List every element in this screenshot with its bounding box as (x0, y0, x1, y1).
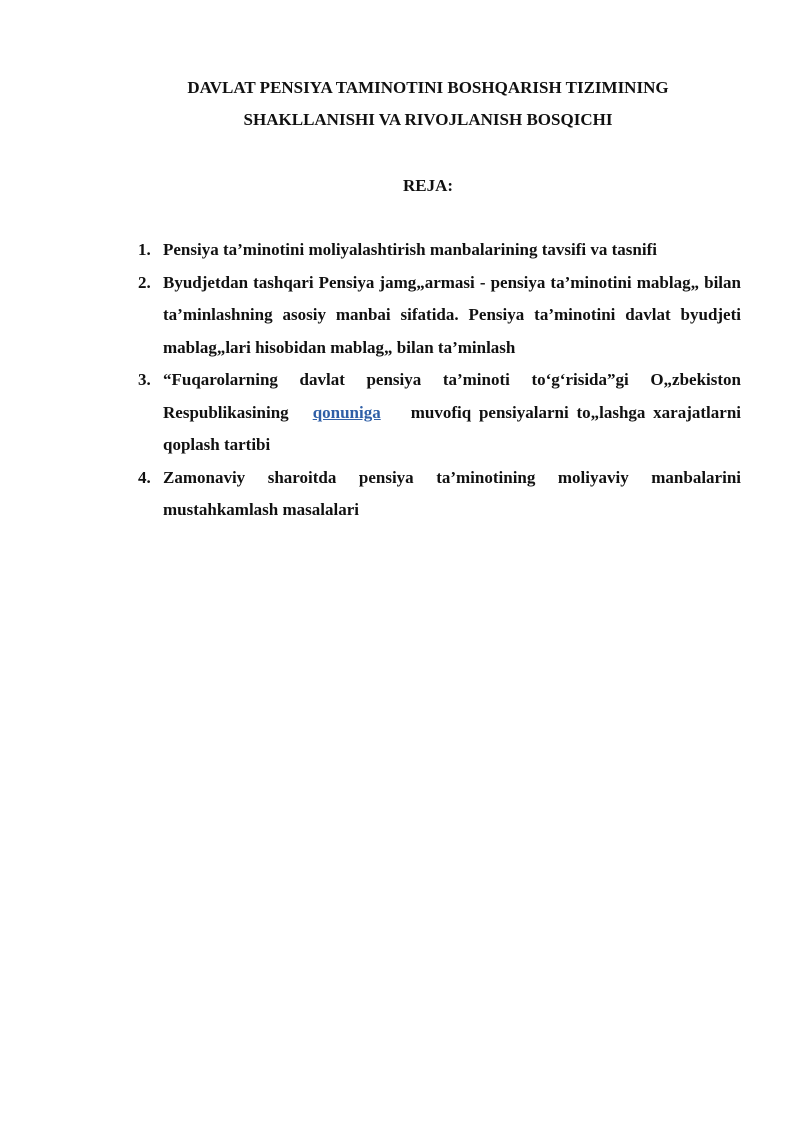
title-line-1: DAVLAT PENSIYA TAMINOTINI BOSHQARISH TIZIMINING (187, 78, 669, 97)
plan-item-3 (138, 364, 741, 462)
plan-item-4 (138, 462, 741, 527)
plan-item-number: 1. (138, 240, 151, 259)
title-line-2: SHAKLLANISHI VA RIVOJLANISH BOSQICHI (243, 110, 613, 129)
law-link[interactable]: qonuniga (312, 402, 381, 422)
plan-item-text: Pensiya ta’minotini moliyalashtirish manbalarining tavsifi va tasnifi (163, 240, 657, 259)
plan-item-number: 2. (138, 272, 151, 292)
plan-item-text: Byudjetdan tashqari Pensiya jamg„armasi - pensiya ta’minotini mablag„ bilan ta’minlashning asosiy manbai sifatida. Pensiya ta’minotini davlat byudjeti mablag„lari hisobidan mablag„ bilan ta’minlash (163, 272, 741, 357)
plan-item-2 (138, 267, 741, 365)
plan-item-number: 4. (138, 467, 151, 487)
plan-item-1 (138, 234, 741, 267)
plan-heading: REJA: (402, 176, 454, 195)
plan-item-text-before: “Fuqarolarning davlat pensiya ta’minoti to‘g‘risida”gi O„zbekiston Respublikasining (163, 370, 741, 422)
plan-item-text: Zamonaviy sharoitda pensiya ta’minotining moliyaviy manbalarini mustahkamlash masalalari (163, 467, 741, 519)
plan-list (138, 234, 741, 527)
plan-item-number: 3. (138, 370, 151, 389)
document-title (60, 72, 796, 136)
plan-item-text-after: muvofiq pensiyalarni to„lashga xarajatlarni qoplash tartibi (163, 402, 741, 454)
